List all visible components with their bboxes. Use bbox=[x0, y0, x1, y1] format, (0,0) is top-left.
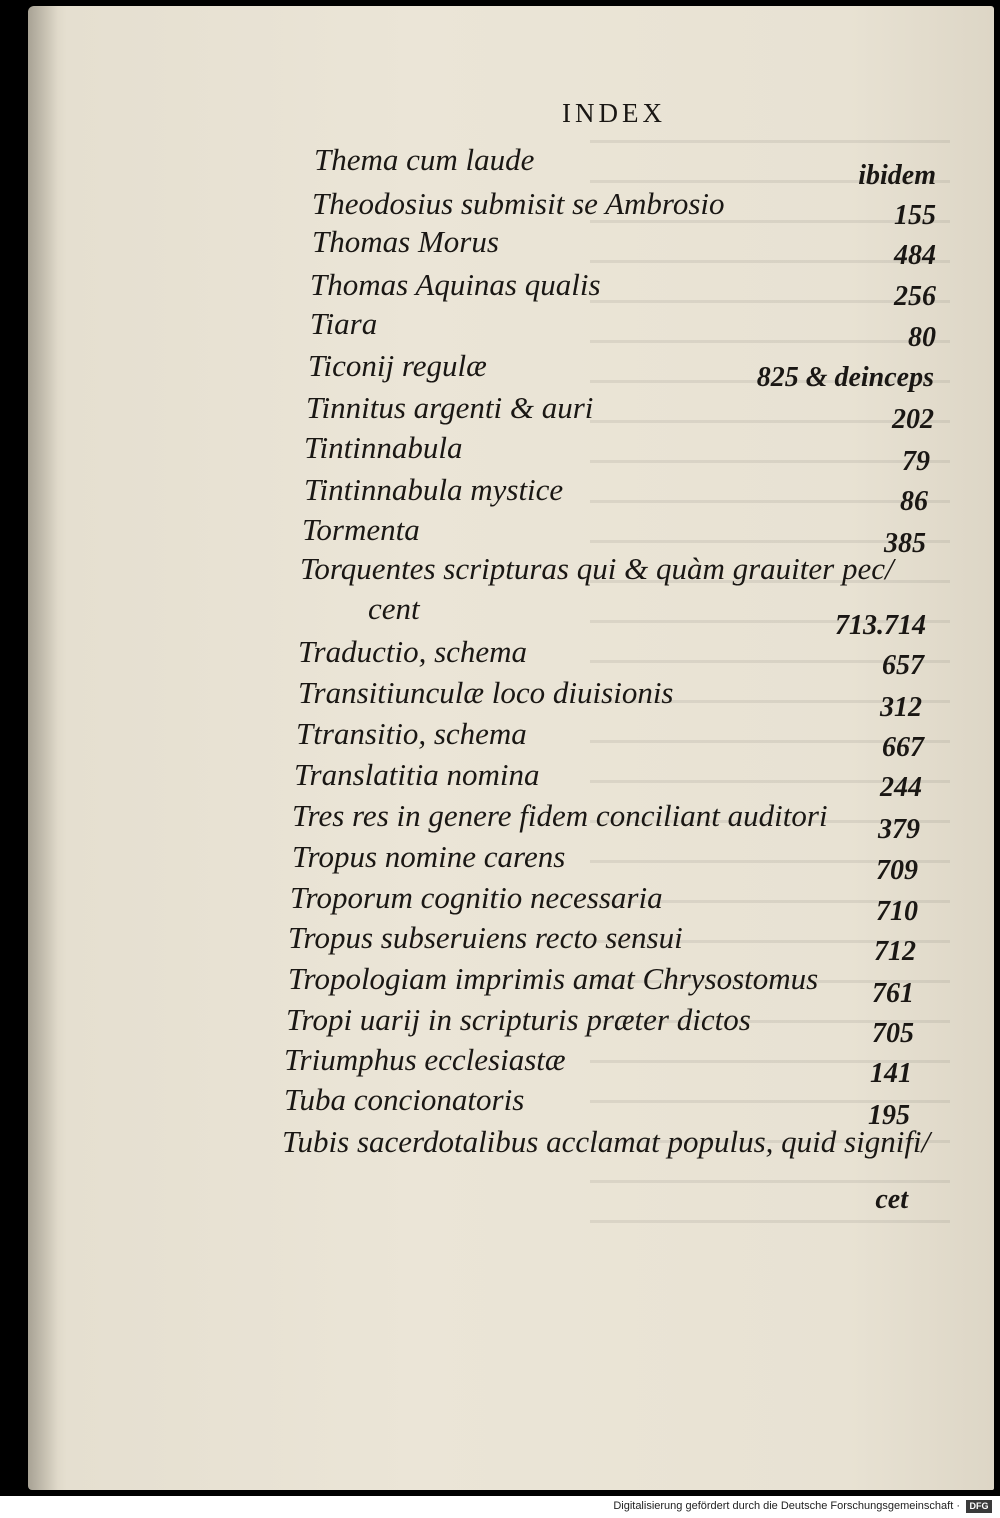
entry-page: 484 bbox=[894, 240, 936, 271]
entry-page: 710 bbox=[876, 896, 918, 927]
entry-page: 761 bbox=[872, 978, 914, 1009]
entry-page: 379 bbox=[878, 814, 920, 845]
entry-page: 195 bbox=[868, 1100, 910, 1131]
entry-page: 256 bbox=[894, 281, 936, 312]
entry-term: Theodosius submisit se Ambrosio bbox=[312, 186, 725, 221]
entry-term: Torquentes scripturas qui & quàm grauiter pec/ bbox=[300, 551, 894, 586]
entry-page: 825 & deinceps bbox=[756, 362, 934, 393]
entry-term: Tropus subseruiens recto sensui bbox=[288, 920, 683, 955]
entry-page: 709 bbox=[876, 855, 918, 886]
entry-page: 657 bbox=[882, 650, 924, 681]
entry-term: Tiara bbox=[310, 306, 378, 341]
entry-page: cet bbox=[875, 1184, 908, 1215]
entry-term: cent bbox=[368, 591, 420, 626]
entry-page: 712 bbox=[874, 936, 916, 967]
entry-page: 312 bbox=[880, 692, 922, 723]
entry-page: 79 bbox=[902, 446, 930, 477]
entry-page: 80 bbox=[908, 322, 936, 353]
entry-term: Tormenta bbox=[302, 512, 420, 547]
entry-term: Troporum cognitio necessaria bbox=[290, 880, 663, 915]
entry-page: 202 bbox=[892, 404, 934, 435]
entry-page: 667 bbox=[882, 732, 924, 763]
entry-page: 155 bbox=[894, 200, 936, 231]
entry-term: Tropus nomine carens bbox=[292, 839, 566, 874]
entry-term: Traductio, schema bbox=[298, 634, 528, 669]
entry-page: 141 bbox=[870, 1058, 912, 1089]
entry-term: Tinnitus argenti & auri bbox=[306, 390, 594, 425]
entry-page: 385 bbox=[884, 528, 926, 559]
entry-term: Tintinnabula mystice bbox=[304, 472, 564, 507]
entry-term: Translatitia nomina bbox=[294, 757, 540, 792]
entry-page: 86 bbox=[900, 486, 928, 517]
entry-term: Tres res in genere fidem conciliant auditori bbox=[292, 798, 828, 833]
entry-term: Thema cum laude bbox=[314, 142, 535, 177]
funding-credit: Digitalisierung gefördert durch die Deutsche Forschungsgemeinschaft · bbox=[613, 1500, 960, 1512]
entry-term: Tropologiam imprimis amat Chrysostomus bbox=[288, 961, 819, 996]
entry-page: 705 bbox=[872, 1018, 914, 1049]
entry-term: Tuba concionatoris bbox=[284, 1082, 525, 1117]
dfg-logo: DFG bbox=[966, 1500, 992, 1513]
entry-page: ibidem bbox=[858, 160, 936, 191]
entry-page: 244 bbox=[880, 772, 922, 803]
page-heading: INDEX bbox=[562, 98, 666, 128]
entry-term: Ttransitio, schema bbox=[296, 716, 527, 751]
entry-term: Tubis sacerdotalibus acclamat populus, quid signifi/ bbox=[282, 1124, 931, 1159]
entry-term: Triumphus ecclesiastæ bbox=[284, 1042, 566, 1077]
page-gutter-shadow bbox=[28, 6, 58, 1490]
entry-term: Tropi uarij in scripturis præter dictos bbox=[286, 1002, 751, 1037]
entry-term: Thomas Aquinas qualis bbox=[310, 267, 601, 302]
entry-page: 713.714 bbox=[835, 610, 926, 641]
entry-term: Ticonij regulæ bbox=[308, 348, 487, 383]
digitization-footer bbox=[0, 1496, 1000, 1518]
entry-term: Thomas Morus bbox=[312, 224, 499, 259]
entry-term: Tintinnabula bbox=[304, 430, 463, 465]
entry-term: Transitiunculæ loco diuisionis bbox=[298, 675, 674, 710]
